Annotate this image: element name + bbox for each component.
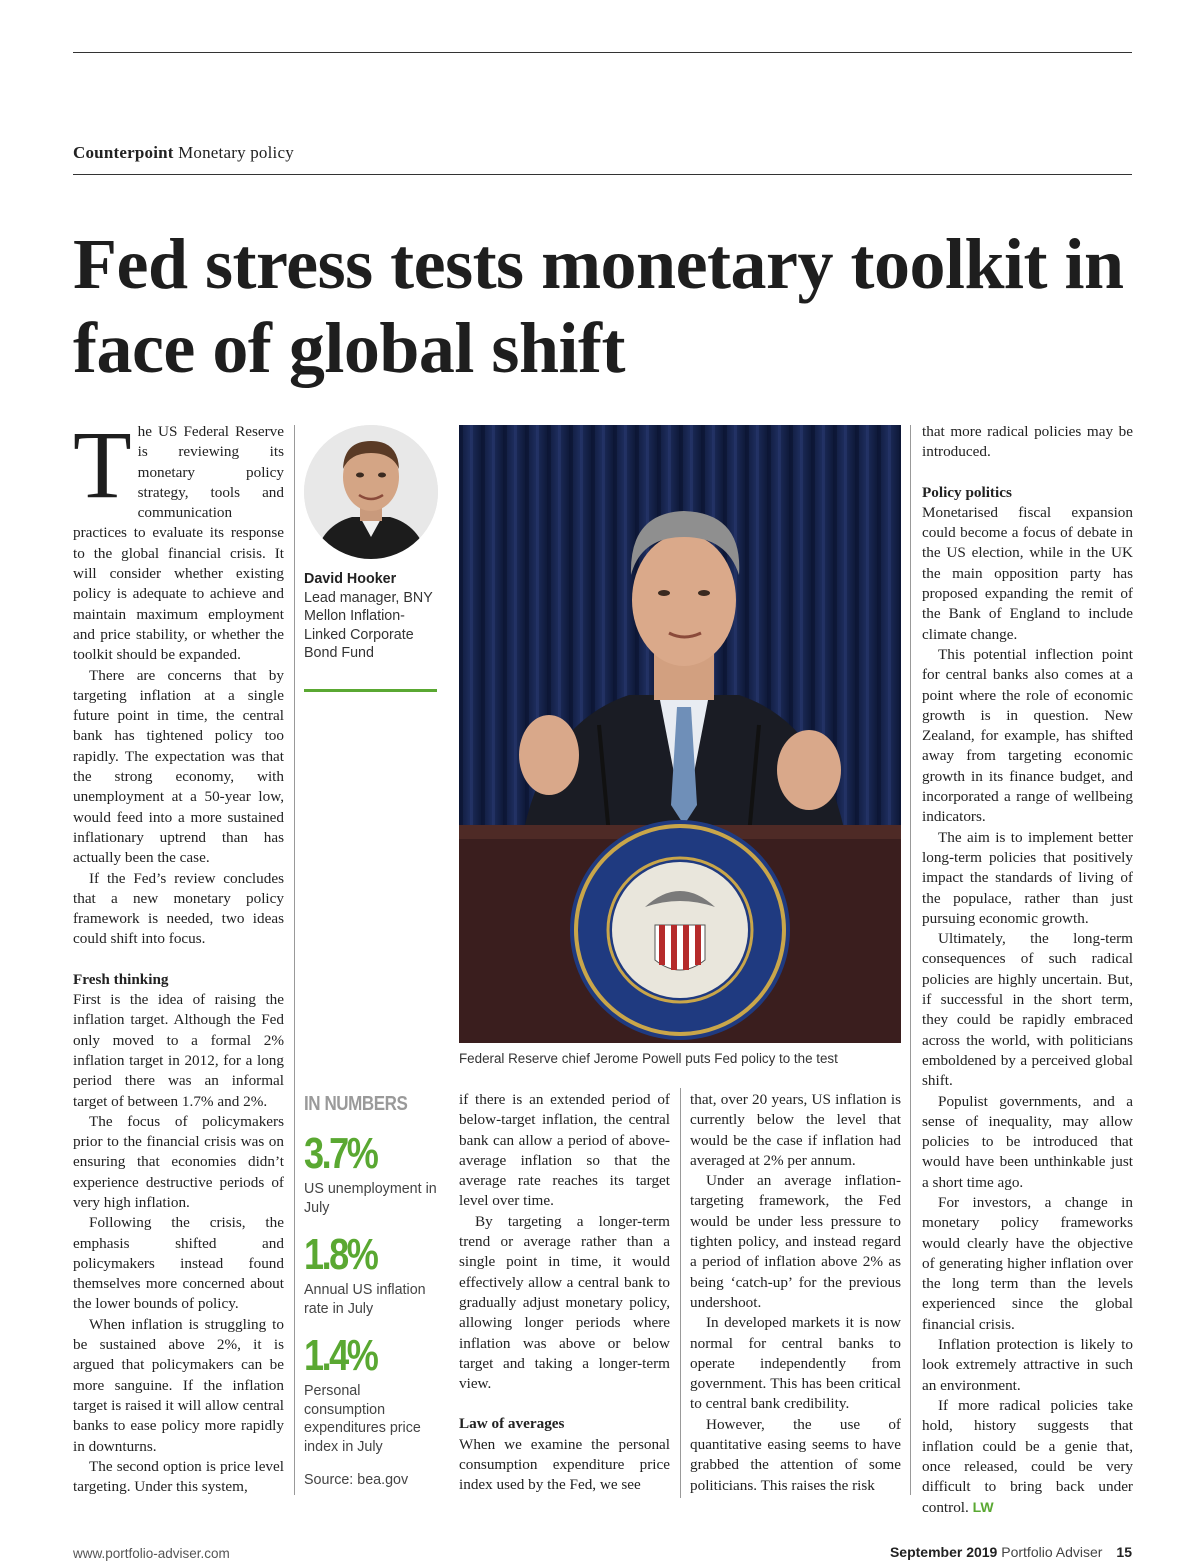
stats-source: Source: bea.gov: [304, 1472, 409, 1488]
article-column-4: [690, 1090, 901, 1496]
author-role: Lead manager, BNY Mellon Inflation-Linked Corporate Bond Fund: [304, 589, 433, 661]
end-mark: LW: [972, 1499, 994, 1516]
photo-caption: Federal Reserve chief Jerome Powell puts Fed policy to the test: [459, 1051, 838, 1066]
paragraph: When we examine the personal consumption expenditure price index used by the Fed, we see: [459, 1435, 670, 1494]
paragraph: Monetarised fiscal expansion could become a focus of debate in the US election, while in the UK the main opposition party has proposed expanding the remit of the Bank of England to include climate change.: [922, 503, 1133, 643]
stat-value: 1.4%: [304, 1331, 377, 1380]
stat-value: 1.8%: [304, 1230, 377, 1279]
paragraph: Ultimately, the long-term consequences of such radical policies are highly uncertain. But, if successful in the short term, they could be rapidly embraced across the world, with politicians emboldened by a perceived global shift.: [922, 930, 1133, 1090]
article-column-3: [459, 1090, 670, 1496]
subheading-law-of-averages: Law of averages: [459, 1415, 565, 1433]
article-column-5: [922, 422, 1133, 1519]
paragraph: The second option is price level targeting. Under this system,: [73, 1457, 284, 1496]
author-name: David Hooker: [304, 571, 397, 587]
subheading-fresh-thinking: Fresh thinking: [73, 970, 169, 988]
footer-info: [890, 1544, 1132, 1560]
column-divider: [294, 425, 295, 1495]
author-portrait-image: [304, 425, 438, 559]
footer-date: September 2019: [889, 1544, 998, 1560]
stat-pce: [304, 1331, 444, 1456]
byline-accent-bar: [304, 689, 437, 692]
stat-value: 3.7%: [304, 1129, 377, 1178]
paragraph: By targeting a longer-term trend or average rather than a single point in time, it would effectively allow a central bank to gradually adjust monetary policy, allowing longer periods where inflation was above or below target and taking a longer-term view.: [459, 1212, 670, 1393]
paragraph: When inflation is struggling to be sustained above 2%, it is argued that policymakers can be more sanguine. If the inflation target is raised it will allow central banks to ease policy more rapidly in downturns.: [73, 1315, 284, 1455]
in-numbers-box: [304, 1093, 444, 1488]
stat-label: Annual US inflation rate in July: [304, 1282, 426, 1317]
paragraph: The aim is to implement better long-term policies that positively impact the standards of living of the populace, rather than just pursuing economic growth.: [922, 828, 1133, 927]
paragraph: The focus of policymakers prior to the financial crisis was on ensuring that economies didn’t experience destructive periods of very high inflation.: [73, 1112, 284, 1211]
dropcap: T: [73, 411, 132, 518]
header-rule: [73, 174, 1132, 175]
column-divider: [910, 425, 911, 1495]
stat-label: Personal consumption expenditures price index in July: [304, 1383, 421, 1455]
section-label: Counterpoint Monetary policy: [73, 143, 294, 162]
footer-url[interactable]: www.portfolio-adviser.com: [73, 1546, 230, 1561]
paragraph: that more radical policies may be introduced.: [922, 423, 1133, 461]
paragraph: There are concerns that by targeting inflation at a single future point in time, the central bank has tightened policy too rapidly. The expectation was that the strong economy, with unemployment at a 50-year low, would feed into a more sustained inflationary uptrend than has actually been the case.: [73, 666, 284, 867]
paragraph: This potential inflection point for central banks also comes at a point where the role of economic growth is in question. New Zealand, for example, has shifted away from targeting economic growth in its finance budget, and incorporated a range of wellbeing indicators.: [922, 645, 1133, 826]
paragraph: However, the use of quantitative easing seems to have grabbed the attention of some politicians. This raises the risk: [690, 1415, 901, 1494]
paragraph: Following the crisis, the emphasis shifted and policymakers instead found themselves more concerned about the lower bounds of policy.: [73, 1214, 284, 1313]
stat-inflation: [304, 1230, 444, 1318]
stat-unemployment: [304, 1129, 444, 1217]
headline: Fed stress tests monetary toolkit in face of global shift: [73, 224, 1124, 388]
article-column-1: [73, 411, 284, 1497]
top-rule: [73, 52, 1132, 53]
powell-photo: [459, 425, 901, 1043]
subheading-policy-politics: Policy politics: [922, 483, 1012, 501]
author-byline: [304, 570, 437, 663]
page-number: 15: [1116, 1544, 1132, 1560]
paragraph: If the Fed’s review concludes that a new monetary policy framework is needed, two ideas could shift into focus.: [73, 869, 284, 948]
paragraph: if there is an extended period of below-target inflation, the central bank can allow a period of above-average inflation so that the average rate reaches its target level over time.: [459, 1091, 670, 1210]
intro-paragraph: The US Federal Reserve is reviewing its monetary policy strategy, tools and communication practices to evaluate its response to the global financial crisis. It will consider whether existing policy is adequate to achieve and maintain maximum employment and price stability, or whether the toolkit should be expanded.: [73, 411, 284, 664]
column-divider: [680, 1088, 681, 1498]
paragraph: For investors, a change in monetary policy frameworks would clearly have the objective of generating higher inflation over the long term than the levels experienced since the global financial crisis.: [922, 1193, 1133, 1333]
author-portrait: [304, 425, 438, 559]
stat-label: US unemployment in July: [304, 1181, 437, 1216]
paragraph: that, over 20 years, US inflation is currently below the level that would be the case if inflation had averaged at 2% per annum.: [690, 1091, 901, 1169]
powell-photo-image: [459, 425, 901, 1043]
paragraph: First is the idea of raising the inflation target. Although the Fed only moved to a formal 2% inflation target in 2012, for a long period there was an informal target of between 1.7% and 2%.: [73, 991, 284, 1110]
paragraph: Inflation protection is likely to look extremely attractive in such an environment.: [922, 1336, 1133, 1394]
paragraph: Populist governments, and a sense of inequality, may allow policies to be introduced that would have been unthinkable just a short time ago.: [922, 1092, 1133, 1191]
paragraph: Under an average inflation-targeting framework, the Fed would be under less pressure to tighten policy, and instead regard a period of inflation above 2% as being ‘catch-up’ for the previous undershoot.: [690, 1172, 901, 1311]
paragraph: If more radical policies take hold, history suggests that inflation could be a genie that, once released, could be very difficult to bring back under control. LW: [922, 1396, 1133, 1517]
in-numbers-title: IN NUMBERS: [304, 1093, 408, 1115]
footer-publication: Portfolio Adviser: [997, 1544, 1103, 1560]
paragraph: In developed markets it is now normal for central banks to operate independently from government. This has been critical to central bank credibility.: [690, 1314, 901, 1413]
